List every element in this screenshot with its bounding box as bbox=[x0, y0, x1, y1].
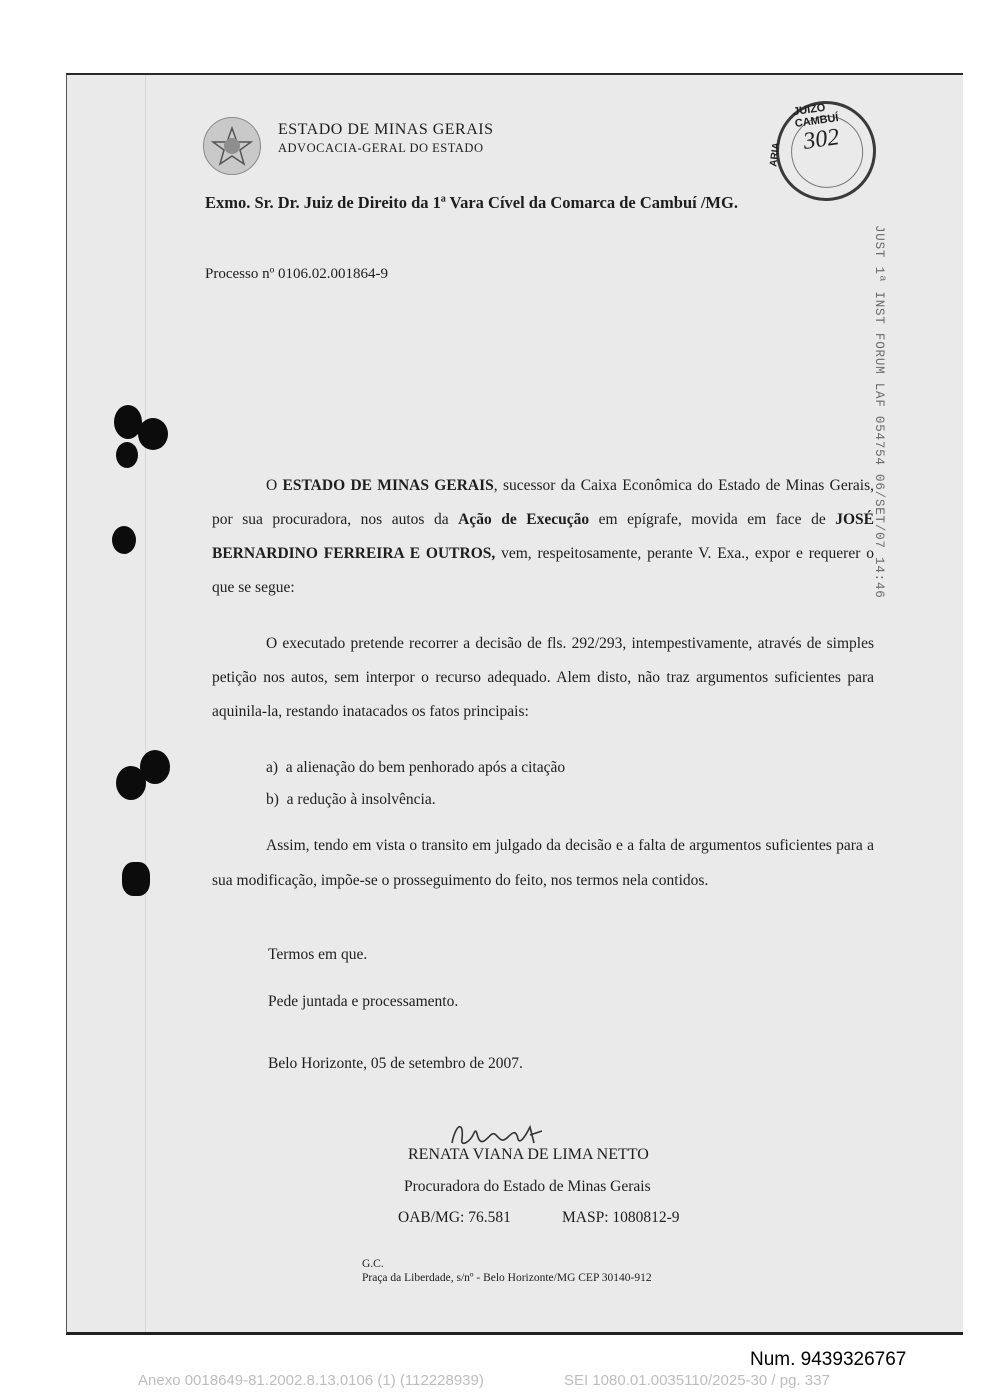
p1-mid1: , sucessor da Caixa Econômica do Estado de Minas Gerais, por sua procuradora, nos autos da bbox=[212, 477, 874, 528]
p1-defendant: JOSÉ BERNARDINO FERREIRA E OUTROS, bbox=[212, 511, 875, 562]
list-item-marker: b) bbox=[266, 791, 279, 808]
p1-mid2: em epígrafe, movida em face de bbox=[589, 511, 836, 528]
closing-date: Belo Horizonte, 05 de setembro de 2007. bbox=[268, 1055, 523, 1072]
p3-text: Assim, tendo em vista o transito em julgado da decisão e a falta de argumentos suficientes para a sua modificação, impõe-se o prosseguimento do feito, nos termos nela contidos. bbox=[212, 837, 874, 889]
paragraph-conclusion bbox=[212, 829, 874, 898]
closing-line-2: Pede juntada e processamento. bbox=[268, 993, 459, 1010]
p2-text: O executado pretende recorrer a decisão de fls. 292/293, intempestivamente, através de simples petição nos autos, sem interpor o recurso adequado. Alem disto, não traz argumentos suficientes para aquinila-la, restando inatacados os fatos principais: bbox=[212, 635, 874, 720]
annex-reference: Anexo 0018649-81.2002.8.13.0106 (1) (112228939) bbox=[138, 1372, 484, 1389]
paragraph-intro bbox=[212, 469, 874, 605]
punch-hole bbox=[122, 862, 150, 896]
list-item-text: a alienação do bem penhorado após a citação bbox=[285, 759, 566, 776]
stamp-top-text: JUIZO CAMBUÍ bbox=[792, 101, 840, 131]
p1-pre: O bbox=[266, 477, 283, 494]
paragraph-argument bbox=[212, 627, 874, 729]
p1-post: vem, respeitosamente, perante V. Exa., expor e requerer o que se segue: bbox=[212, 545, 874, 596]
list-item bbox=[266, 759, 565, 777]
stamp-handwritten-number: 302 bbox=[801, 124, 841, 155]
document-number: Num. 9439326767 bbox=[750, 1349, 907, 1370]
p1-action: Ação de Execução bbox=[458, 511, 590, 528]
office-address: Praça da Liberdade, s/nº - Belo Horizonte/MG CEP 30140-912 bbox=[362, 1272, 652, 1284]
signatory-masp: MASP: 1080812-9 bbox=[562, 1209, 680, 1226]
punch-hole bbox=[116, 442, 138, 468]
footer-initials: G.C. bbox=[362, 1258, 384, 1270]
p1-party: ESTADO DE MINAS GERAIS bbox=[282, 477, 494, 494]
page-crease bbox=[145, 75, 146, 1332]
stamp-left-text: ARIA bbox=[768, 141, 783, 168]
sei-reference: SEI 1080.01.0035110/2025-30 / pg. 337 bbox=[564, 1372, 830, 1389]
punch-hole bbox=[112, 526, 136, 554]
letterhead-dept: ADVOCACIA-GERAL DO ESTADO bbox=[278, 141, 484, 155]
list-item-marker: a) bbox=[266, 759, 279, 776]
addressee: Exmo. Sr. Dr. Juiz de Direito da 1ª Vara Cível da Comarca de Cambuí /MG. bbox=[205, 193, 738, 212]
punch-hole bbox=[116, 766, 146, 800]
signatory-role: Procuradora do Estado de Minas Gerais bbox=[404, 1178, 651, 1195]
list-item bbox=[266, 791, 436, 809]
signatory-oab: OAB/MG: 76.581 bbox=[398, 1209, 511, 1226]
punch-hole bbox=[138, 418, 168, 450]
process-number: Processo nº 0106.02.001864-9 bbox=[205, 266, 388, 282]
coat-of-arms-icon bbox=[203, 117, 261, 175]
letterhead-org: ESTADO DE MINAS GERAIS bbox=[278, 121, 494, 138]
signatory-name: RENATA VIANA DE LIMA NETTO bbox=[408, 1146, 649, 1163]
protocol-stamp: JUST 1ª INST FORUM LAF 054754 06/SET/07 14:46 bbox=[872, 225, 886, 599]
closing-line-1: Termos em que. bbox=[268, 946, 368, 963]
list-item-text: a redução à insolvência. bbox=[286, 791, 436, 808]
